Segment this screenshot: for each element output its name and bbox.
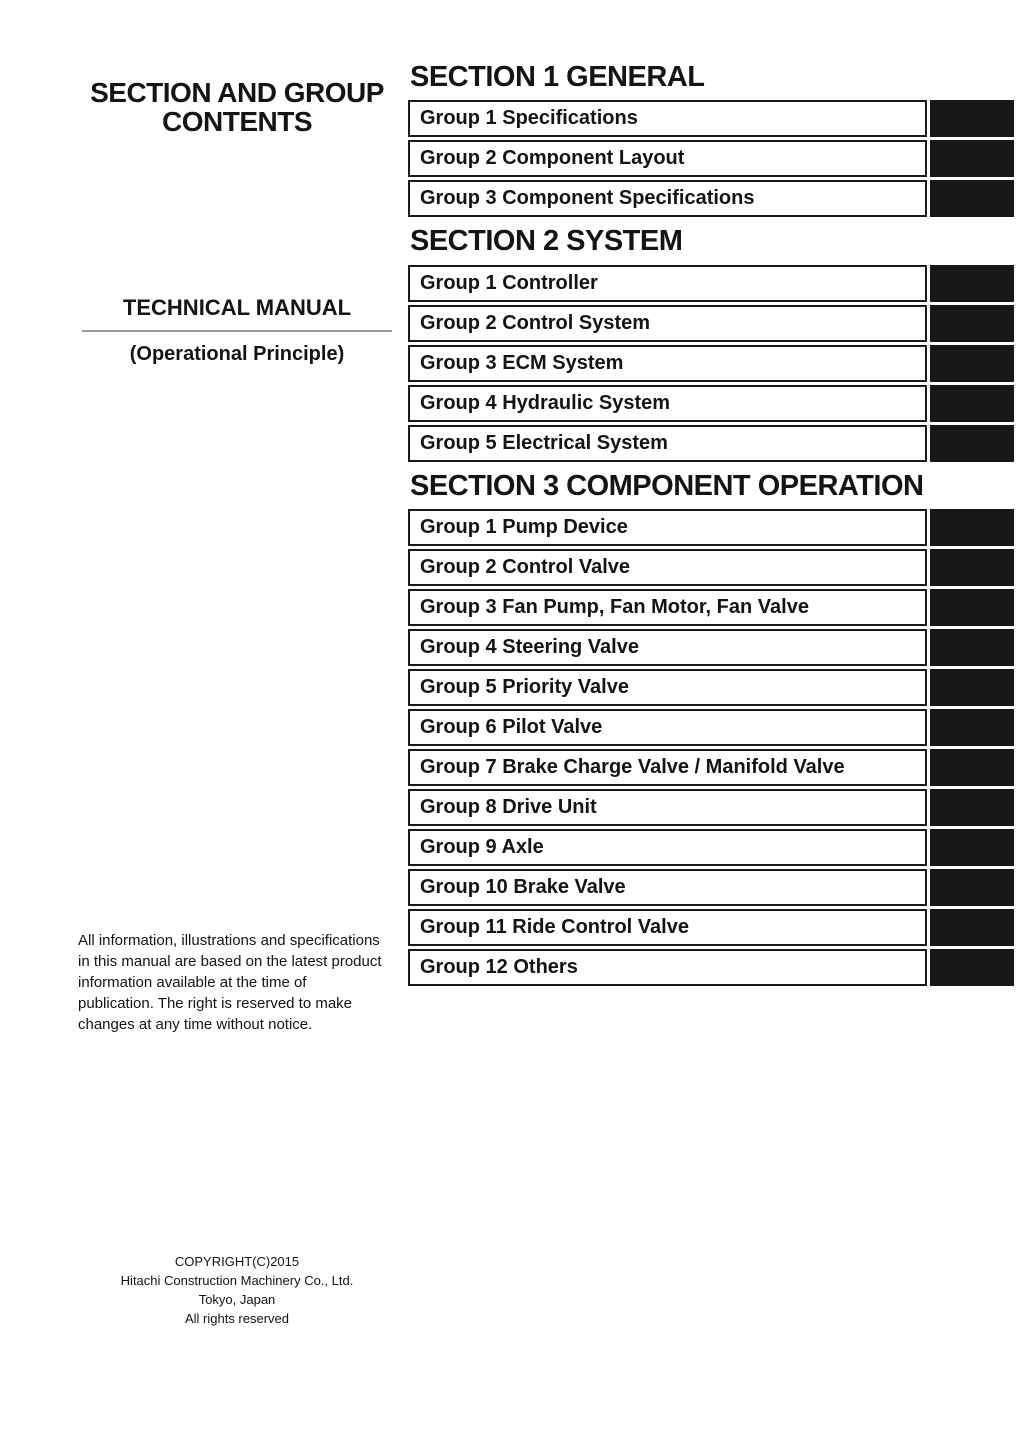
thumb-tab	[930, 869, 1014, 906]
toc-row[interactable]	[408, 589, 1014, 626]
toc-row[interactable]	[408, 549, 1014, 586]
manual-title-divider	[82, 330, 392, 332]
copyright-block	[82, 1253, 392, 1328]
section-title: SECTION 1 GENERAL	[410, 61, 705, 93]
group-label[interactable]: Group 3 ECM System	[408, 345, 927, 382]
toc-row[interactable]	[408, 669, 1014, 706]
thumb-tab	[930, 305, 1014, 342]
toc-row[interactable]	[408, 949, 1014, 986]
toc-row[interactable]	[408, 709, 1014, 746]
group-label[interactable]: Group 3 Component Specifications	[408, 180, 927, 217]
thumb-tab	[930, 829, 1014, 866]
toc-row[interactable]	[408, 425, 1014, 462]
group-label[interactable]: Group 1 Pump Device	[408, 509, 927, 546]
thumb-tab	[930, 425, 1014, 462]
thumb-tab	[930, 589, 1014, 626]
group-label[interactable]: Group 6 Pilot Valve	[408, 709, 927, 746]
thumb-tab	[930, 789, 1014, 826]
toc-row[interactable]	[408, 345, 1014, 382]
thumb-tab	[930, 265, 1014, 302]
group-label[interactable]: Group 5 Electrical System	[408, 425, 927, 462]
toc-row[interactable]	[408, 180, 1014, 217]
group-label[interactable]: Group 1 Controller	[408, 265, 927, 302]
thumb-tab	[930, 629, 1014, 666]
manual-subtitle: (Operational Principle)	[129, 343, 345, 365]
toc-row[interactable]	[408, 140, 1014, 177]
toc-row[interactable]	[408, 385, 1014, 422]
copyright-line: Hitachi Construction Machinery Co., Ltd.	[120, 1272, 354, 1288]
page-title	[82, 78, 392, 137]
copyright-line: Tokyo, Japan	[198, 1291, 276, 1307]
group-label[interactable]: Group 8 Drive Unit	[408, 789, 927, 826]
toc-row[interactable]	[408, 869, 1014, 906]
toc-row[interactable]	[408, 789, 1014, 826]
toc-row[interactable]	[408, 305, 1014, 342]
group-label[interactable]: Group 4 Steering Valve	[408, 629, 927, 666]
thumb-tab	[930, 709, 1014, 746]
thumb-tab	[930, 949, 1014, 986]
toc-row[interactable]	[408, 629, 1014, 666]
thumb-tab	[930, 509, 1014, 546]
thumb-tab	[930, 100, 1014, 137]
group-label[interactable]: Group 1 Specifications	[408, 100, 927, 137]
group-label[interactable]: Group 5 Priority Valve	[408, 669, 927, 706]
toc-row[interactable]	[408, 265, 1014, 302]
page-title-line2: CONTENTS	[162, 106, 312, 138]
thumb-tab	[930, 549, 1014, 586]
thumb-tab	[930, 180, 1014, 217]
thumb-tab	[930, 909, 1014, 946]
thumb-tab	[930, 385, 1014, 422]
section-title: SECTION 3 COMPONENT OPERATION	[410, 469, 924, 502]
group-label[interactable]: Group 3 Fan Pump, Fan Motor, Fan Valve	[408, 589, 927, 626]
thumb-tab	[930, 749, 1014, 786]
group-label[interactable]: Group 2 Control Valve	[408, 549, 927, 586]
group-label[interactable]: Group 11 Ride Control Valve	[408, 909, 927, 946]
toc-row[interactable]	[408, 100, 1014, 137]
group-label[interactable]: Group 10 Brake Valve	[408, 869, 927, 906]
group-label[interactable]: Group 12 Others	[408, 949, 927, 986]
section-title: SECTION 2 SYSTEM	[410, 225, 683, 258]
thumb-tab	[930, 669, 1014, 706]
thumb-tab	[930, 345, 1014, 382]
group-label[interactable]: Group 9 Axle	[408, 829, 927, 866]
toc-row[interactable]	[408, 749, 1014, 786]
toc-row[interactable]	[408, 509, 1014, 546]
section-group-contents	[408, 62, 1014, 989]
group-label[interactable]: Group 2 Component Layout	[408, 140, 927, 177]
group-label[interactable]: Group 2 Control System	[408, 305, 927, 342]
group-label[interactable]: Group 7 Brake Charge Valve / Manifold Valve	[408, 749, 927, 786]
copyright-line: COPYRIGHT(C)2015	[174, 1254, 300, 1269]
toc-row[interactable]	[408, 909, 1014, 946]
toc-row[interactable]	[408, 829, 1014, 866]
technical-manual-label: TECHNICAL MANUAL	[122, 295, 352, 320]
thumb-tab	[930, 140, 1014, 177]
page-title-line1: SECTION AND GROUP	[90, 77, 384, 108]
disclaimer-text: All information, illustrations and specifications in this manual are based on the latest product information available at the time of publication. The right is reserved to make changes at any time without notice.	[78, 932, 382, 1033]
group-label[interactable]: Group 4 Hydraulic System	[408, 385, 927, 422]
copyright-line: All rights reserved	[184, 1310, 290, 1326]
